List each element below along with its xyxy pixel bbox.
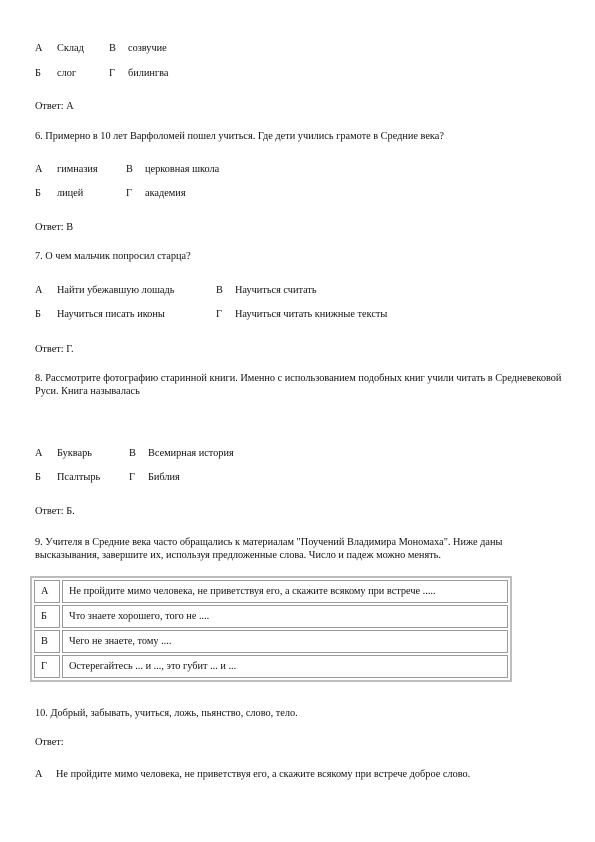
table-row [34, 630, 508, 653]
option-letter: Г [126, 188, 132, 199]
option-letter: А [35, 285, 43, 296]
table-row [34, 580, 508, 603]
row-letter: В [34, 630, 60, 653]
sayings-table [30, 576, 512, 682]
option-text: Склад [57, 43, 84, 54]
row-text: Чего не знаете, тому .... [62, 630, 508, 653]
answer-text: Ответ: А [35, 101, 74, 112]
option-letter: Г [129, 472, 135, 483]
question-text: 8. Рассмотрите фотографию старинной книги. Именно с использованием подобных книг учили читать в Средневековой Руси. Книга называлась [35, 373, 562, 397]
answer-text: Ответ: Г. [35, 344, 74, 355]
option-text: билингва [128, 68, 169, 79]
option-letter: В [126, 164, 133, 175]
row-letter: Г [34, 655, 60, 678]
option-text: академия [145, 188, 186, 199]
question-text: 10. Добрый, забывать, учиться, ложь, пьянство, слово, тело. [35, 708, 298, 719]
question-text: 6. Примерно в 10 лет Варфоломей пошел учиться. Где дети учились грамоте в Средние века? [35, 131, 444, 142]
option-text: Найти убежавшую лошадь [57, 285, 175, 296]
option-letter: В [216, 285, 223, 296]
row-text: Остерегайтесь ... и ..., это губит ... и ... [62, 655, 508, 678]
option-text: Псалтырь [57, 472, 101, 483]
option-letter: А [35, 769, 43, 780]
row-letter: Б [34, 605, 60, 628]
answer-text: Ответ: Б. [35, 506, 75, 517]
table-row [34, 655, 508, 678]
option-text: Всемирная история [148, 448, 234, 459]
answer-label: Ответ: [35, 737, 64, 748]
row-text: Что знаете хорошего, того не .... [62, 605, 508, 628]
option-letter: А [35, 164, 43, 175]
question-text: 9. Учителя в Средние века часто обращались к материалам "Поучений Владимира Мономаха". Ниже даны высказывания, завершите их, используя предложенные слова. Число и падеж можно менять. [35, 537, 503, 561]
option-text: созвучие [128, 43, 167, 54]
option-text: Букварь [57, 448, 92, 459]
option-text: Не пройдите мимо человека, не приветствуя его, а скажите всякому при встрече доброе слово. [56, 769, 471, 780]
option-letter: Г [109, 68, 115, 79]
option-text: слог [57, 68, 77, 79]
row-letter: А [34, 580, 60, 603]
option-text: Научиться считать [235, 285, 317, 296]
option-letter: Б [35, 472, 41, 483]
answer-text: Ответ: В [35, 222, 74, 233]
option-text: Научиться читать книжные тексты [235, 309, 388, 320]
option-letter: Г [216, 309, 222, 320]
option-text: Научиться писать иконы [57, 309, 165, 320]
option-letter: А [35, 43, 43, 54]
option-letter: Б [35, 68, 41, 79]
option-letter: Б [35, 188, 41, 199]
option-text: Библия [148, 472, 180, 483]
option-letter: Б [35, 309, 41, 320]
table-row [34, 605, 508, 628]
option-text: гимназия [57, 164, 98, 175]
option-letter: В [109, 43, 116, 54]
option-letter: А [35, 448, 43, 459]
option-letter: В [129, 448, 136, 459]
option-text: лицей [57, 188, 84, 199]
question-text: 7. О чем мальчик попросил старца? [35, 251, 191, 262]
row-text: Не пройдите мимо человека, не приветствуя его, а скажите всякому при встрече ..... [62, 580, 508, 603]
option-text: церковная школа [145, 164, 220, 175]
